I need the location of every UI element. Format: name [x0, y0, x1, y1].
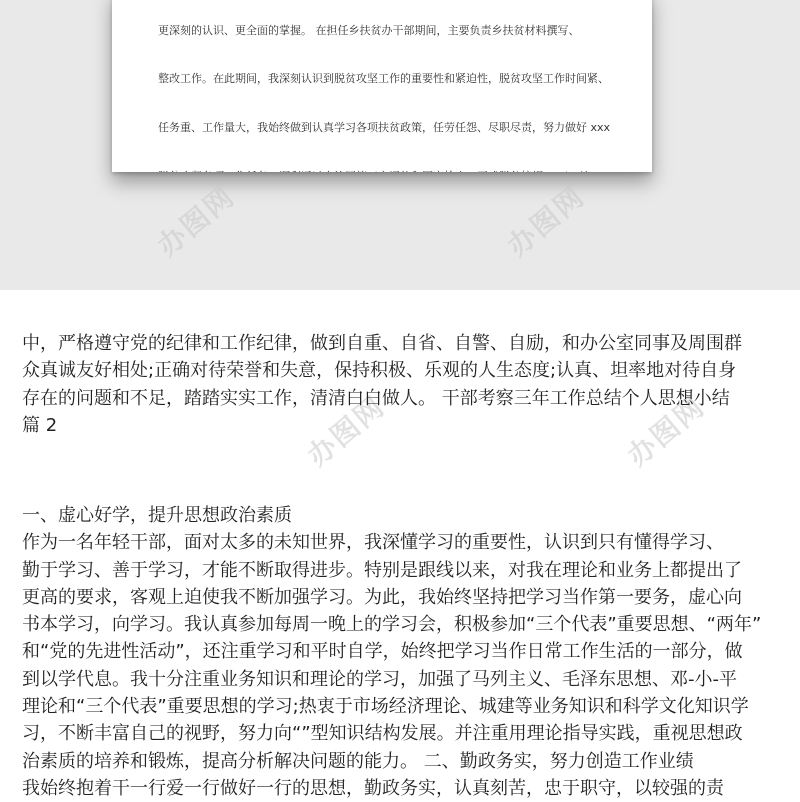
text-line: 存在的问题和不足，踏踏实实工作，清清白白做人。 干部考察三年工作总结个人思想小结: [22, 387, 730, 409]
document-preview-card: [112, 0, 652, 172]
text-line: 勤于学习、善于学习，才能不断取得进步。特别是跟线以来，对我在理论和业务上都提出了: [22, 559, 742, 581]
preview-line: 更深刻的认识、更全面的掌握。 在担任乡扶贫办干部期间，主要负责乡扶贫材料撰写、: [158, 23, 580, 37]
watermark-text: 办图网: [620, 389, 712, 473]
text-line: 理论和“三个代表”重要思想的学习;热衷于市场经济理论、城建等业务知识和科学文化知识学: [22, 696, 749, 718]
preview-line: 任务重、工作量大，我始终做到认真学习各项扶贫政策，任劳任怨、尽职尽责，努力做好 xxx: [158, 121, 611, 135]
preview-text: [158, 0, 618, 172]
paragraph-1: [22, 330, 782, 439]
watermark-text: 办图网: [500, 179, 592, 263]
text-line: 和“党的先进性活动”，还注重学习和平时自学，始终把学习当作日常工作生活的一部分，做: [22, 641, 743, 663]
text-line: 更高的要求，客观上迫使我不断加强学习。为此，我始终坚持把学习当作第一要务，虚心向: [22, 586, 742, 608]
text-line: 到以学代息。我十分注重业务知识和理论的学习，加强了马列主义、毛泽东思想、邓-小-平: [22, 668, 737, 690]
text-line: 书本学习，向学习。我认真参加每周一晚上的学习会，积极参加“三个代表”重要思想、“两年”: [22, 614, 762, 636]
text-line: 习，不断丰富自己的视野，努力向“”型知识结构发展。并注重用理论指导实践，重视思想政: [22, 723, 743, 745]
text-line: 篇 2: [22, 414, 58, 436]
paragraph-2: [22, 502, 782, 802]
section-heading: 一、虚心好学，提升思想政治素质: [22, 505, 292, 526]
text-line: 中，严格遵守党的纪律和工作纪律，做到自重、自省、自警、自励，和办公室同事及周围群: [22, 333, 742, 354]
watermark-text: 办图网: [300, 389, 392, 473]
watermark-text: 办图网: [150, 179, 242, 263]
text-line: 治素质的培养和锻炼，提高分析解决问题的能力。 二、勤政务实，努力创造工作业绩: [22, 750, 694, 772]
text-line: 我始终抱着干一行爱一行做好一行的思想，勤政务实，认真刻苦，忠于职守，以较强的责: [22, 777, 724, 799]
text-line: 众真诚友好相处;正确对待荣誉和失意，保持积极、乐观的人生态度;认真、坦率地对待自身: [22, 360, 737, 382]
preview-line: 整改工作。在此期间，我深刻认识到脱贫攻坚工作的重要性和紧迫性，脱贫攻坚工作时间紧、: [158, 72, 609, 86]
preview-line: [158, 169, 618, 172]
text-line: 作为一名年轻干部，面对太多的未知世界，我深懂学习的重要性，认识到只有懂得学习、: [22, 532, 724, 554]
